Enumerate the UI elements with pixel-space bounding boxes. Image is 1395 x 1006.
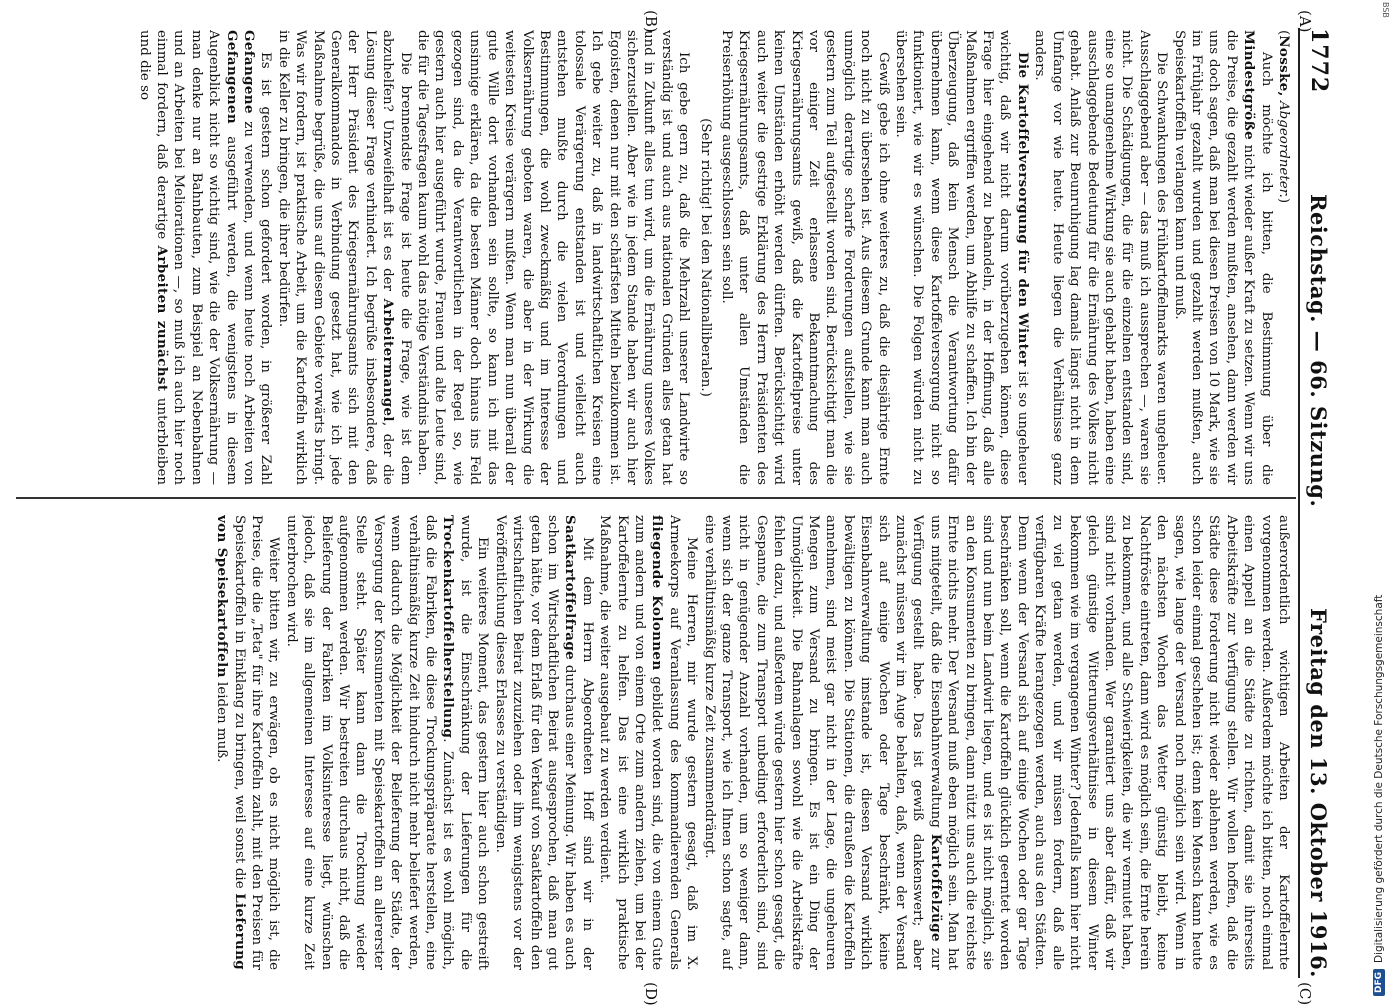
left-column — [12, 30, 1292, 485]
paragraph: außerordentlich wichtigen Arbeiten der Kartoffelernte vorgenommen werden. Außerdem möchte ich bitten, noch einmal einen Appell an die Städte zu richten, damit sie ihrerseits Arbeitskräfte zur Verfügung stellen. Wir wollen hoffen, daß die Städte diese Forderung nicht wieder ablehnen werden, wie es schon leider einmal geschehen ist; denn kein Mensch kann heute sagen, wie lange der Versand noch möglich sein wird. Wenn in den nächsten Wochen das Wetter günstig bleibt, keine Nachtfröste eintreten, dann wird es möglich sein, die Ernte herein zu bekommen, und alle Schwierigkeiten, die wir vermutet haben, sind nicht vorhanden. Wer garantiert uns aber dafür, daß wir gleich günstige Witterungsverhältnisse in diesem Winter bekommen wie im vergangenen Winter? Jedenfalls kann hier nicht zu viel getan werden, und wir müssen fordern, daß alle verfügbaren Kräfte herangezogen werden, auch aus den Städten. Denn wenn der Versand sich auf einige Wochen oder gar Tage beschränken soll, wenn die Kartoffeln glücklich geerntet worden sind und nun beim Landwirt liegen, und es ist nicht möglich, sie an den Konsumenten zu bringen, dann nützt uns auch die reichste Ernte nichts mehr. Der Versand muß eben möglich sein. Man hat uns mitgeteilt, daß die Eisenbahnverwaltung Kartoffelzüge zur Verfügung gestellt habe. Das ist gewiß dankenswert; aber zunächst müssen wir im Auge behalten, daß, wenn der Versand sich auf einige Wochen oder Tage beschränkt, keine Eisenbahnverwaltung imstande ist, diesen Versand wirklich bewältigen zu können. Die Stationen, die draußen die Kartoffeln annehmen, sind meist gar nicht in der Lage, die ungeheuren Mengen zum Versand zu bringen. Es ist ein Ding der Unmöglichkeit. Die Bahnanlagen sowohl wie die Arbeitskräfte fehlen dazu, und außerdem würde gestern hier schon gesagt, die Gespanne, die zum Transport unbedingt erforderlich sind, sind nicht in genügender Anzahl vorhanden, um so weniger dann, wenn sich der ganze Transport, wie ich Ihnen schon sagte, auf eine verhältnismäßig kurze Zeit zusammendrängt. — [701, 515, 1291, 970]
session-date: Freitag den 13. Oktober 1916. — [1306, 608, 1332, 978]
header-rule — [1298, 28, 1300, 978]
paragraph: Meine Herren, mir wurde gestern gesagt, daß im X. Armeekorps auf Veranlassung des kommandierenden Generals fliegende Kolonnen gebildet worden sind, die von einem Gute zum andern und von einem Orte zum andern ziehen, um bei der Kartoffelernte zu helfen. Das ist eine wirklich praktische Maßnahme, die weiter ausgebaut zu werden verdient. — [597, 515, 700, 970]
margin-marker-d: (D) — [642, 982, 660, 1006]
page-number: 1772 — [1306, 28, 1332, 94]
paragraph: Es ist gestern schon gefordert worden, in größerer Zahl Gefangene zu verwenden, und wenn heute noch Arbeiten von Gefangenen ausgeführt werden, die wenigstens in diesem Augenblick nicht so wichtig sind, wie die der Volksernährung — man denke nur an Bahnbauten, zum Beispiel an Nebenbahnen und an Arbeiten bei Meliorationen —, so muß ich auch hier noch einmal fordern, daß derartige Arbeiten zunächst unterbleiben und die so — [136, 30, 274, 485]
page-header — [1302, 28, 1336, 978]
speaker-name: Nosske, — [1276, 35, 1292, 97]
speaker-line: (Nosske, Abgeordneter.) — [1276, 30, 1292, 204]
funding-note-text: Digitalisierung gefördert durch die Deutsche Forschungsgemeinschaft — [1373, 594, 1385, 963]
paragraph: Mit dem Herrn Abgeordneten Hoff sind wir in der Saatkartoffelfrage durchaus einer Meinung. Wir haben es auch schon im Wirtschaftlichen Beirat ausgesprochen, daß man gut getan hätte, vor dem Erlaß für den Verkauf von Saatkartoffeln den wirtschaftlichen Beirat zuzuziehen oder ihm wenigstens vor der Veröffentlichung dieses Erlasses zu verständigen. — [492, 515, 595, 970]
margin-marker-b: (B) — [642, 10, 660, 33]
session-title: Reichstag. — 66. Sitzung. — [1306, 194, 1332, 508]
paragraph: Ein weiteres Moment, das gestern hier auch schon gestreift wurde, ist die Einschränkung der Lieferungen für die Trockenkartoffelherstellung. Zunächst ist es wohl möglich, daß die Fabriken, die diese Trockungspräparate herstellen, eine verhältnismäßig kurze Zeit hindurch nicht mehr beliefert werden, wenn dadurch die Möglichkeit der Belieferung der Städte, der Versorgung der Konsumenten mit Speisekartoffeln an allererster Stelle steht. Später kann dann die Trocknung wieder aufgenommen werden. Wir bestreiten durchaus nicht, daß die Belieferung der Fabriken im Volksinteresse liegt, wünschen jedoch, daß sie im allgemeinen Interesse auf eine kurze Zeit unterbrochen wird. — [283, 515, 491, 970]
funding-note — [1368, 0, 1390, 996]
paragraph: Gewiß gebe ich ohne weiteres zu, daß die diesjährige Ernte noch nicht zu übersehen ist. Aus diesem Grunde kann man auch unmöglich derartige scharfe Forderungen aufstellen, wie sie gestern zum Teil aufgestellt worden sind. Berücksichtigt man die vor einiger Zeit erlassene Bekanntmachung des Kriegsernährungsamts gewiß, daß die Kartoffelpreise unter keinen Umständen erhöht werden dürften. Berücksichtigt wird auch weiter die gestrige Erklärung des Herrn Präsidenten des Kriegsernährungsamts, daß unter allen Umständen die Preiserhöhung ausgeschlossen sein soll. — [719, 30, 891, 485]
margin-marker-c: (C) — [1296, 982, 1314, 1006]
dfg-logo: DFG — [1373, 969, 1385, 996]
right-column — [12, 515, 1292, 970]
paragraph: Die Kartoffelversorgung für den Winter ist so ungeheuer wichtig, daß wir nicht darum vorüberzugehen können, diese Frage hier eingehend zu behandeln, in der Hoffnung, daß alle Maßnahmen ergriffen werden, um Abhilfe zu schaffen. Ich bin der Überzeugung, daß kein Mensch die Verantwortung dafür übernehmen kann, wenn diese Kartoffelversorgung nicht so funktioniert, wie wir es wünschen. Die Folgen würden nicht zu übersehen sein. — [893, 30, 1031, 485]
speaker-role: Abgeordneter. — [1276, 101, 1291, 198]
paragraph: Auch möchte ich bitten, die Bestimmung über die Mindestgröße nicht wieder außer Kraft zu setzen. Wenn wir uns die Preise, die gezahlt werden mußten, ansehen, dann werden wir uns doch sagen, daß man bei diesen Preisen von 10 Mark, wie sie im Frühjahr gezahlt wurden und gezahlt werden mußten, auch Speisekartoffeln verlangen kann und muß. — [1171, 30, 1274, 485]
paragraph: Weiter bitten wir, zu erwägen, ob es nicht möglich ist, die Preise, die die „Teta" für ihre Kartoffeln zahlt, mit den Preisen für Speisekartoffeln in Einklang zu bringen, weil sonst die Lieferung von Speisekartoffeln leiden muß. — [214, 515, 282, 970]
paragraph: Die Schwankungen des Frühkartoffelmarkts waren ungeheuer. Ausschlaggebend aber — das muß ich aussprechen —, waren sie nicht. Die Schädigungen, die für die einzelnen entstanden sind, eine so unangenehme Wirkung sie auch gehabt haben, haben eine ausschlaggebende Bedeutung für die Ernährung des Volkes nicht gehabt. Anlaß zur Beunruhigung lag damals längst nicht in dem Umfange vor wie heute. Heute liegen die Verhältnisse ganz anders. — [1032, 30, 1170, 485]
column-divider — [16, 497, 1296, 499]
margin-marker-a: (A) — [1296, 10, 1314, 33]
applause-note: (Sehr richtig! bei den Nationalliberalen.) — [697, 118, 713, 397]
paragraph: Die brennendste Frage ist heute die Frage, wie ist dem abzuhelfen? Unzweifelhaft ist es der Arbeitermangel, der die Lösung dieser Frage verhindert. Ich begrüße insbesondere, daß der Herr Präsident des Kriegsernährungsamts sich mit den Generalkommandos in Verbindung gesetzt hat, wie ich jede Maßnahme begrüße, die uns auf diesem Gebiete vorwärts bringt. Was wir fordern, ist praktische Arbeit, um die Kartoffeln wirklich in die Keller zu bringen, die ihrer bedürfen. — [275, 30, 413, 485]
library-mark: BSB — [1381, 2, 1390, 18]
paragraph: Ich gebe gern zu, daß die Mehrzahl unserer Landwirte so verständig ist und auch aus nationalen Gründen alles getan hat und in Zukunft alles tun wird, um die Ernährung unseres Volkes sicherzustellen. Aber wie in jedem Stande haben wir auch hier Egoisten, denen nur mit den schärfsten Mitteln beizukommen ist. Ich gebe weiter zu, daß in landwirtschaftlichen Kreisen eine tolossale Verärgerung entstanden ist und vielleicht auch entstehen mußte durch die vielen Verordnungen und Bestimmungen, die wohl zweckmäßig und im Interesse der Volksernährung geboten waren, die aber in der Wirkung die weitesten Kreise verärgern mußten. Wenn man nun überall der gute Wille dort vorhanden sein sollte, so kann ich mit das unsinnige erklären, da die besten Männer doch hinaus ins Feld gezogen sind, da die Verantwortlichen in der Regel so, wie gestern auch hier ausgeführt wurde, Frauen und alte Leute sind, die für die Tagesfragen kaum wohl das nötige Verständnis haben. — [415, 30, 692, 485]
